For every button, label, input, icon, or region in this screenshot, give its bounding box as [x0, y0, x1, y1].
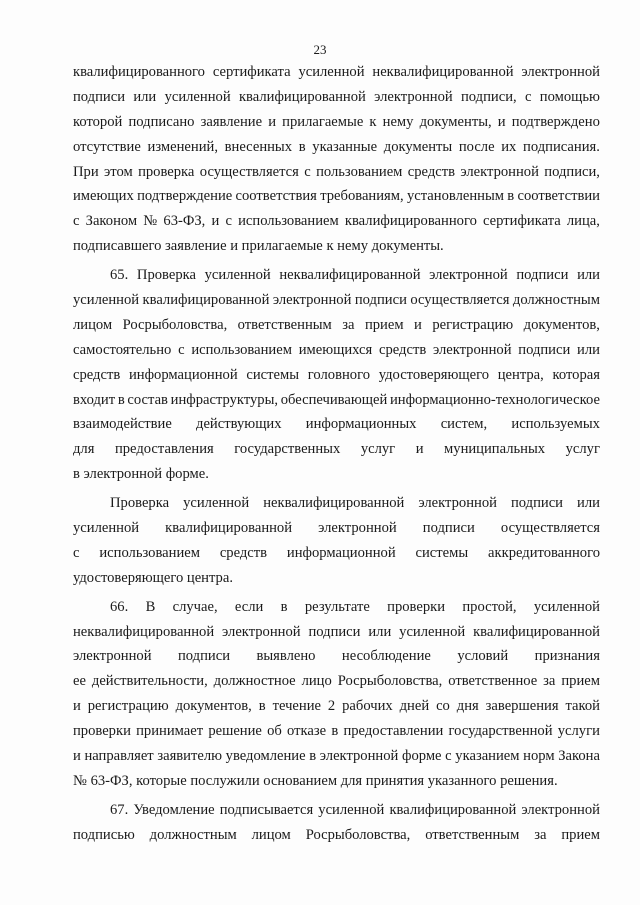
word: государственной — [448, 723, 553, 740]
word: 67. — [110, 801, 129, 818]
word: неквалифицированной — [73, 623, 215, 640]
word: и — [497, 113, 506, 130]
word: квалифицированного — [73, 64, 205, 80]
word: Росрыболовства, — [337, 673, 443, 690]
text-line — [73, 719, 600, 744]
word: 63-ФЗ, — [163, 213, 206, 230]
text-line — [73, 263, 600, 288]
word: использованием — [191, 341, 292, 358]
word: их — [501, 138, 517, 155]
word: неквалифицированной — [279, 267, 421, 284]
word: в — [280, 598, 288, 615]
word: 66. — [110, 598, 129, 615]
word: указанные — [312, 138, 378, 155]
word: электронной — [272, 292, 352, 309]
word: простой, — [462, 598, 517, 615]
word: подтверждено — [511, 113, 600, 130]
word: электронной — [222, 623, 301, 640]
word: подписания. — [523, 138, 600, 155]
word: в — [258, 698, 266, 715]
word: прием — [364, 316, 404, 333]
word: к — [369, 113, 377, 130]
word: системы — [246, 366, 300, 383]
page-number: 23 — [313, 42, 327, 57]
word: и — [414, 316, 422, 333]
word: квалифицированной — [473, 623, 600, 640]
word: квалифицированной — [389, 801, 517, 818]
word: этом — [104, 163, 133, 180]
word: документы — [383, 138, 453, 155]
word: электронной — [318, 520, 397, 537]
word: с — [73, 544, 80, 561]
word: рабочих — [342, 698, 393, 715]
word: признания — [534, 648, 600, 665]
word: электронной — [521, 64, 600, 80]
text-line — [73, 437, 600, 462]
word: прилагаемые — [282, 113, 364, 130]
text-line — [73, 110, 600, 135]
word: В — [145, 598, 156, 615]
word: действующих — [196, 416, 282, 433]
word: соответствия — [235, 188, 317, 205]
word: услуг — [360, 441, 396, 458]
word: неквалифицированной — [263, 495, 405, 512]
word: информационно-технологическое — [389, 391, 600, 408]
word: электронной — [418, 495, 497, 512]
word: № — [143, 213, 158, 230]
word: для — [73, 441, 95, 458]
text-line — [73, 823, 600, 848]
word: проверки — [387, 598, 446, 615]
word: условий — [457, 648, 509, 665]
word: в — [331, 723, 339, 740]
word: завершения — [485, 698, 559, 715]
text-line — [73, 388, 600, 413]
word: усиленной — [204, 267, 271, 284]
word: сертификата — [212, 64, 291, 80]
text-line — [73, 135, 600, 160]
word: норм — [523, 748, 555, 765]
word: квалифицированного — [344, 213, 477, 230]
word: средств — [378, 341, 427, 358]
word: или — [133, 88, 157, 105]
word: средств — [407, 163, 456, 180]
word: сертификата — [483, 213, 561, 230]
text-line — [73, 541, 600, 566]
word: усиленной — [73, 520, 140, 537]
word: головного — [307, 366, 371, 383]
word: и — [415, 441, 424, 458]
word: ответственное — [448, 673, 538, 690]
word: установленным — [406, 188, 504, 205]
word: систем, — [440, 416, 488, 433]
word: решение — [208, 723, 262, 740]
word: Росрыболовства, — [305, 826, 411, 843]
word: При — [73, 163, 99, 180]
word: услуги — [557, 723, 600, 740]
text-line — [73, 338, 600, 363]
word: в — [117, 391, 125, 408]
word: 65. — [110, 267, 129, 284]
word: информационных — [305, 416, 417, 433]
word: использованием — [238, 213, 339, 230]
word: центра, — [497, 366, 544, 383]
word: об — [267, 723, 282, 740]
text-line — [73, 744, 600, 769]
word: удостоверяющего — [378, 366, 489, 383]
word: используемых — [511, 416, 600, 433]
word: пользованием — [316, 163, 403, 180]
word: которой — [73, 113, 123, 130]
word: ее — [73, 673, 86, 690]
word: подписывается — [219, 801, 314, 818]
word: подписи — [510, 495, 563, 512]
word: форме — [401, 748, 442, 765]
word: 2 — [327, 698, 336, 715]
word: и — [211, 213, 220, 230]
word: подписи — [73, 88, 126, 105]
word: за — [543, 673, 556, 690]
word: течение — [272, 698, 321, 715]
text-line — [73, 595, 600, 620]
word: документов, — [523, 316, 600, 333]
word: с — [524, 88, 532, 105]
word: в — [507, 188, 515, 205]
word: осуществляется — [199, 163, 299, 180]
word: отсутствие — [73, 138, 141, 155]
word: электронной — [429, 267, 508, 284]
word: самостоятельно — [73, 341, 172, 358]
word: услуг — [565, 441, 600, 458]
word: действительности, — [91, 673, 208, 690]
text-line — [73, 491, 600, 516]
word: выявлено — [256, 648, 316, 665]
word: после — [458, 138, 495, 155]
word: со — [436, 698, 450, 715]
word: должностным — [512, 292, 600, 309]
text-line — [73, 60, 600, 85]
word: с — [304, 163, 311, 180]
word: документов, — [175, 698, 252, 715]
word: принимает — [136, 723, 204, 740]
text-line — [73, 620, 600, 645]
word: подписи — [518, 341, 571, 358]
word: подписи, — [461, 88, 517, 105]
word: и — [73, 748, 81, 765]
text-line — [73, 412, 600, 437]
word: дня — [456, 698, 479, 715]
word: которая — [552, 366, 600, 383]
word: электронной — [460, 163, 539, 180]
word: в — [309, 748, 317, 765]
word: лицом — [73, 316, 113, 333]
word: усиленной — [164, 88, 231, 105]
word: проверки — [73, 723, 131, 740]
word: или — [577, 495, 600, 512]
word: Проверка — [136, 267, 196, 284]
word: квалифицированной — [142, 292, 270, 309]
word: электронной — [374, 88, 453, 105]
word: изменений, — [147, 138, 218, 155]
word: за — [342, 316, 355, 333]
text-line — [73, 160, 600, 185]
word: ответственным — [425, 826, 520, 843]
word: подписи — [422, 520, 475, 537]
word: усиленной — [298, 64, 365, 80]
word: с — [445, 748, 452, 765]
text-line: в электронной форме. — [73, 466, 209, 483]
text-line — [73, 313, 600, 338]
document-body — [73, 60, 600, 848]
word: входит — [73, 391, 116, 408]
word: использованием — [99, 544, 200, 561]
word: осуществляется — [500, 520, 600, 537]
text-line — [73, 209, 600, 234]
word: или — [577, 341, 600, 358]
word: и — [268, 113, 277, 130]
word: Закона — [558, 748, 600, 765]
text-line — [73, 644, 600, 669]
word: Законом — [85, 213, 138, 230]
word: информационной — [286, 544, 396, 561]
word: в — [298, 138, 306, 155]
word: прием — [561, 826, 600, 843]
word: документы, — [419, 113, 492, 130]
word: усиленной — [318, 801, 385, 818]
word: с — [178, 341, 185, 358]
word: усиленной — [73, 292, 140, 309]
word: муниципальных — [444, 441, 546, 458]
word: такой — [565, 698, 600, 715]
word: подписи — [178, 648, 231, 665]
word: системы — [415, 544, 469, 561]
word: отказе — [287, 723, 327, 740]
text-line — [73, 85, 600, 110]
word: регистрацию — [87, 698, 169, 715]
word: подписано — [128, 113, 195, 130]
word: усиленной — [533, 598, 600, 615]
word: требованиям, — [320, 188, 404, 205]
text-line — [73, 798, 600, 823]
word: Уведомление — [133, 801, 215, 818]
text-line — [73, 363, 600, 388]
word: должностное — [213, 673, 296, 690]
word: ответственным — [237, 316, 332, 333]
word: уведомление — [225, 748, 306, 765]
text-line — [73, 516, 600, 541]
word: с — [225, 213, 232, 230]
word: результате — [304, 598, 370, 615]
word: подтверждение — [137, 188, 233, 205]
word: взаимодействие — [73, 416, 172, 433]
word: случае, — [172, 598, 218, 615]
word: электронной — [73, 648, 152, 665]
word: несоблюдение — [341, 648, 431, 665]
word: помощью — [539, 88, 600, 105]
word: предоставления — [114, 441, 214, 458]
word: подписи — [308, 623, 361, 640]
word: лица, — [566, 213, 600, 230]
word: усиленной — [183, 495, 250, 512]
word: заявителю — [157, 748, 223, 765]
word: регистрацию — [432, 316, 514, 333]
word: нему — [382, 113, 414, 130]
word: должностным — [149, 826, 237, 843]
word: если — [234, 598, 264, 615]
word: лицо — [301, 673, 332, 690]
word: имеющихся — [298, 341, 373, 358]
text-line — [73, 184, 600, 209]
word: квалифицированной — [238, 88, 366, 105]
text-line: подписавшего заявление и прилагаемые к нему документы. — [73, 238, 444, 255]
word: или — [577, 267, 600, 284]
word: указанием — [455, 748, 520, 765]
text-line: № 63-ФЗ, которые послужили основанием для принятия указанного решения. — [73, 772, 558, 789]
word: за — [534, 826, 547, 843]
word: внесенных — [224, 138, 293, 155]
word: средств — [219, 544, 268, 561]
word: заявление — [200, 113, 263, 130]
word: предоставлении — [343, 723, 444, 740]
word: прием — [561, 673, 600, 690]
text-line — [73, 669, 600, 694]
word: подписью — [73, 826, 135, 843]
word: неквалифицированной — [372, 64, 514, 80]
word: информационной — [128, 366, 238, 383]
word: Росрыболовства, — [122, 316, 228, 333]
word: проверка — [138, 163, 195, 180]
word: имеющих — [73, 188, 134, 205]
word: усиленной — [399, 623, 466, 640]
word: направляет — [84, 748, 154, 765]
word: Проверка — [110, 495, 170, 512]
word: обеспечивающей — [280, 391, 388, 408]
word: и — [73, 698, 81, 715]
word: подписи — [354, 292, 407, 309]
word: или — [368, 623, 392, 640]
word: средств — [73, 366, 121, 383]
text-line: удостоверяющего центра. — [73, 569, 233, 586]
word: инфраструктуры, — [170, 391, 279, 408]
word: осуществляется — [410, 292, 510, 309]
word: дней — [399, 698, 430, 715]
word: квалифицированной — [165, 520, 293, 537]
word: подписи, — [544, 163, 600, 180]
word: лицом — [251, 826, 291, 843]
text-line — [73, 288, 600, 313]
word: аккредитованного — [488, 544, 600, 561]
word: электронной — [521, 801, 600, 818]
word: государственных — [234, 441, 341, 458]
word: электронной — [432, 341, 512, 358]
word: состав — [127, 391, 168, 408]
word: с — [73, 213, 80, 230]
word: соответствии — [517, 188, 600, 205]
word: электронной — [319, 748, 399, 765]
word: подписи — [516, 267, 569, 284]
text-line — [73, 694, 600, 719]
